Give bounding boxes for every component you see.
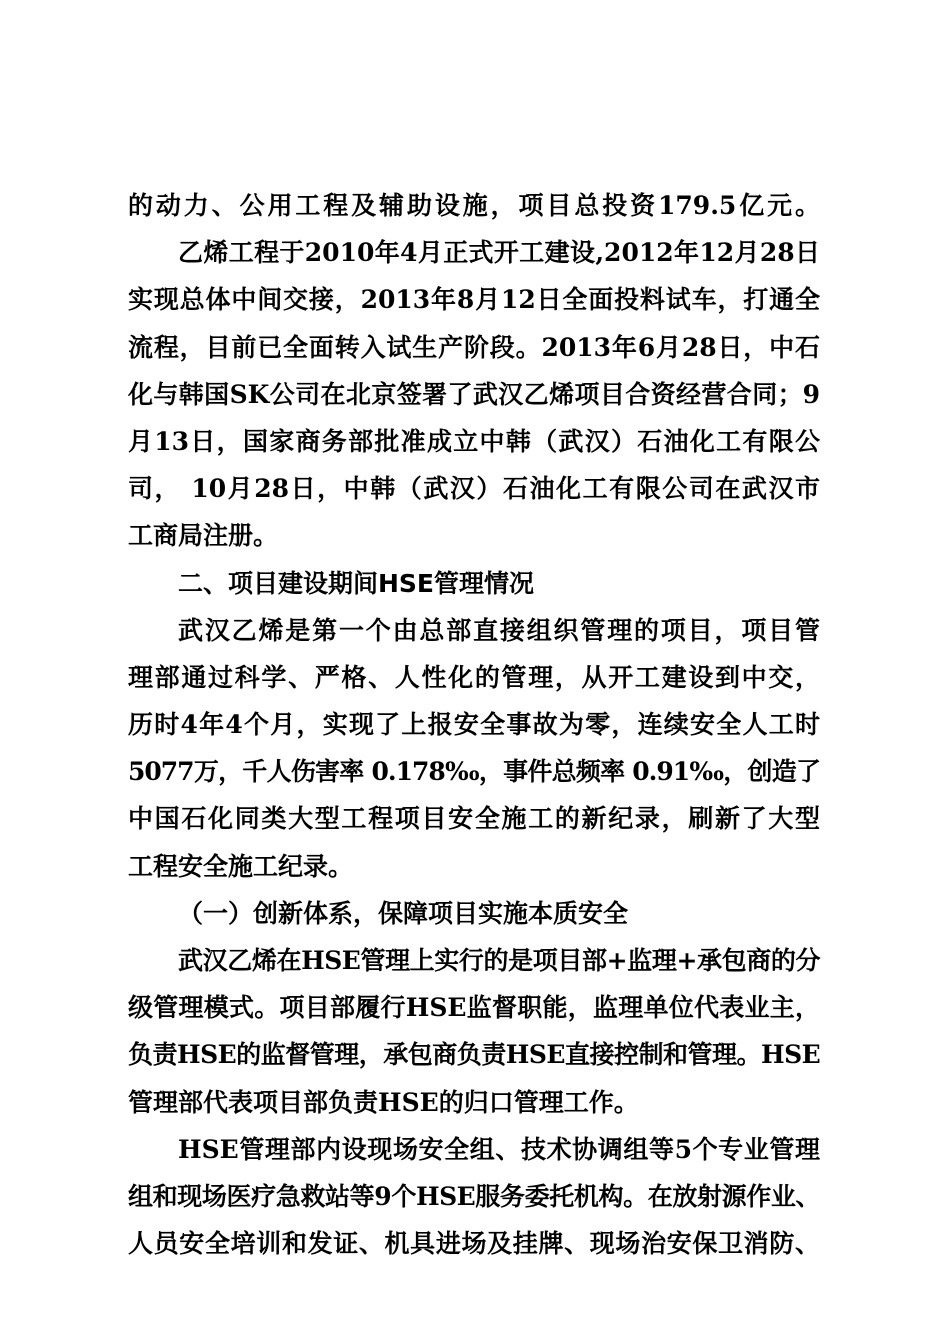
- text-line: 司， 10月28日，中韩（武汉）石油化工有限公司在武汉市: [128, 474, 820, 504]
- text-line: 中国石化同类大型工程项目安全施工的新纪录，刷新了大型: [128, 804, 820, 834]
- text-line: 化与韩国SK公司在北京签署了武汉乙烯项目合资经营合同；9: [128, 379, 820, 409]
- text-line: 工商局注册。: [128, 521, 279, 551]
- text-line: 实现总体中间交接，2013年8月12日全面投料试车，打通全: [128, 285, 820, 315]
- text-line: 管理部代表项目部负责HSE的归口管理工作。: [128, 1087, 639, 1117]
- text-line: 月13日，国家商务部批准成立中韩（武汉）石油化工有限公: [128, 426, 820, 456]
- text-line: 流程，目前已全面转入试生产阶段。2013年6月28日，中石: [128, 332, 820, 362]
- text-line: 理部通过科学、严格、人性化的管理，从开工建设到中交，: [128, 662, 820, 692]
- text-line: 级管理模式。项目部履行HSE监督职能，监理单位代表业主，: [128, 993, 820, 1023]
- text-line: 工程安全施工纪录。: [128, 851, 354, 881]
- text-line: 组和现场医疗急救站等9个HSE服务委托机构。在放射源作业、: [128, 1181, 820, 1211]
- text-line: 的动力、公用工程及辅助设施，项目总投资179.5亿元。: [128, 191, 820, 220]
- text-line: 负责HSE的监督管理，承包商负责HSE直接控制和管理。HSE: [128, 1040, 821, 1070]
- document-body: [128, 182, 820, 1267]
- text-line: 武汉乙烯是第一个由总部直接组织管理的项目，项目管: [178, 615, 820, 645]
- subsection-heading: （一）创新体系，保障项目实施本质安全: [178, 898, 629, 928]
- text-line: 乙烯工程于2010年4月正式开工建设,2012年12月28日: [178, 238, 820, 268]
- section-heading: 二、项目建设期间HSE管理情况: [178, 568, 535, 598]
- text-line: HSE管理部内设现场安全组、技术协调组等5个专业管理: [178, 1134, 820, 1164]
- text-line: 人员安全培训和发证、机具进场及挂牌、现场治安保卫消防、: [128, 1229, 820, 1259]
- text-line: 武汉乙烯在HSE管理上实行的是项目部+监理+承包商的分: [178, 946, 820, 975]
- text-line: 历时4年4个月，实现了上报安全事故为零，连续安全人工时: [128, 710, 820, 740]
- text-line: 5077万，千人伤害率 0.178‰，事件总频率 0.91‰，创造了: [128, 757, 820, 787]
